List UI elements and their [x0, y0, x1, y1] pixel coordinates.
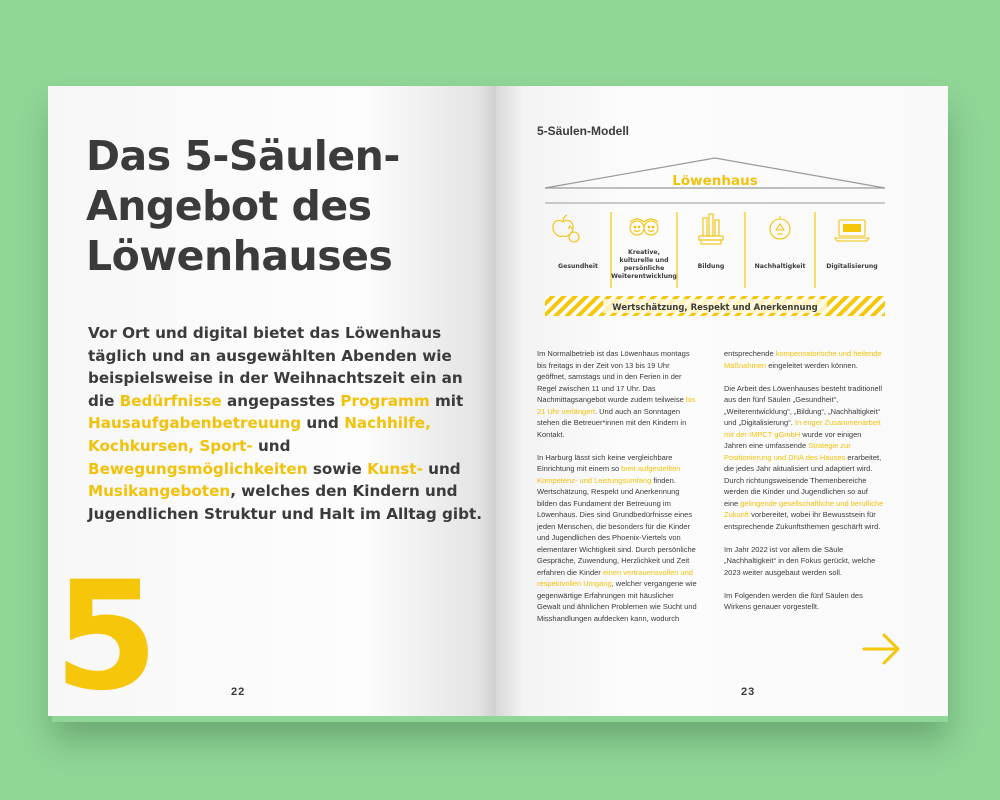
recycle-icon — [770, 216, 790, 239]
body-text: finden. Wertschätzung, Respekt und Anerkennung bilden das Fundament der Betreuung im Löwenhaus. Dies sind Grundbedürfnisse eines jeden Menschen, die besonders für die Kinder und Jugendlichen des Phoenix-Viertels von elementarer Wichtigkeit sind. Durch persönliche Gespräche, Zuwendung, Herzlichkeit und Zeit erfahren die Kinder — [537, 475, 696, 577]
text-column-2 — [724, 348, 884, 624]
paragraph — [724, 383, 884, 533]
title-line: Löwenhauses — [86, 232, 393, 280]
highlight-text: kompensatorische und heilende Maßnahmen — [724, 349, 882, 370]
highlight-text: Strategie zur Positionierung und DNA des Hauses — [724, 441, 851, 462]
body-text: Im Jahr 2022 ist vor allem die Säule „Nachhaltigkeit“ in den Fokus gerückt, welche 2023 weiter ausgebaut werden soll. — [724, 544, 876, 577]
body-text: Vor Ort und digital bietet das Löwenhaus täglich und an ausgewählten Abenden wie beispielsweise in der Weihnachtszeit ein an die — [88, 324, 463, 410]
highlight-text: Bedürfnisse — [119, 391, 222, 410]
left-page — [48, 86, 496, 716]
paragraph — [724, 544, 884, 579]
right-page — [496, 86, 948, 716]
body-text: , welcher vergangene wie gegenwärtige Erfahrungen mit häuslicher Gewalt und ähnlichen Problemen wie Sucht und Misshandlungen aufdecken kann, wodurch — [537, 579, 697, 623]
body-text: , welches den Kindern und Jugendlichen Struktur und Halt im Alltag gibt. — [88, 482, 483, 523]
pillar-label-weiterentwicklung: Kreative, — [628, 249, 660, 256]
body-text: mit — [429, 391, 464, 410]
highlight-text: Hausaufgabenbetreuung — [88, 414, 302, 433]
body-text: Im Normalbetrieb ist das Löwenhaus montags bis freitags in der Zeit von 13 bis 19 Uhr geöffnet, samstags und in den Ferien in der Regel zwischen 11 und 17 Uhr. Das Nachmittagsangebot wurde zudem teilweise — [537, 349, 690, 404]
body-text: Im Folgenden werden die fünf Säulen des Wirkens genauer vorgestellt. — [724, 590, 863, 611]
pillar-label-nachhaltigkeit: Nachhaltigkeit — [754, 263, 806, 270]
roof-label: Löwenhaus — [672, 173, 758, 189]
highlight-text: Programm — [340, 391, 430, 410]
body-text: vorbereitet, wobei ihr Bewusstsein für entsprechende Zukunftsthemen geschärft wird. — [724, 510, 881, 531]
faces-icon — [630, 219, 658, 235]
body-text: und — [301, 414, 345, 433]
pillar-diagram — [543, 156, 887, 326]
title-line: Das 5-Säulen- — [86, 132, 400, 180]
body-text: eingeleitet werden können. — [766, 360, 858, 370]
intro-paragraph — [88, 322, 488, 525]
title-line: Angebot des — [86, 182, 372, 230]
highlight-text: Bewegungsmöglichkeiten — [88, 459, 308, 478]
page-number-right: 23 — [741, 686, 756, 698]
body-text: entsprechende — [724, 349, 776, 358]
body-text: sowie — [307, 459, 368, 478]
paragraph — [537, 452, 697, 625]
body-text: wurde vor einigen Jahren eine umfassende — [724, 429, 862, 450]
body-text: erarbeitet, die jedes Jahr aktualisiert und adaptiert wird. Durch richtungsweisende Themenbereiche werden die Kinder und Jugendlichen so auf eine — [724, 452, 882, 508]
arrow-right-icon[interactable] — [862, 630, 902, 668]
pillar-label-weiterentwicklung: kulturelle und — [619, 257, 669, 264]
pillar-label-gesundheit: Gesundheit — [558, 263, 598, 270]
highlight-text: bis 21 Uhr verlängert — [537, 395, 696, 416]
pillar-label-digitalisierung: Digitalisierung — [826, 263, 878, 270]
body-text: . Und auch an Sonntagen stehen die Betreuer*innen mit den Kindern in Kontakt. — [537, 406, 687, 439]
section-label: 5-Säulen-Modell — [537, 124, 630, 138]
pillar-label-bildung: Bildung — [697, 263, 725, 270]
page-number-left: 22 — [231, 686, 246, 698]
highlight-text: einen vertrauensvollen und respektvollen Umgang — [537, 567, 693, 588]
laptop-icon — [835, 220, 869, 241]
body-text: angepasstes — [221, 391, 341, 410]
page-title — [86, 131, 486, 281]
paragraph — [724, 348, 884, 371]
body-text: und — [252, 436, 291, 455]
body-text: In Harburg lässt sich keine vergleichbare Einrichtung mit einem so — [537, 452, 673, 473]
highlight-text: Kunst- — [367, 459, 423, 478]
apple-icon — [553, 215, 579, 242]
highlight-text: In enger Zusammenarbeit mit der IMPCT gGmbH — [724, 418, 881, 439]
highlight-text: gelingende gesellschaftliche und berufliche Zukunft — [724, 498, 884, 519]
paragraph — [537, 348, 697, 440]
text-column-1 — [537, 348, 697, 636]
foundation-label: Wertschätzung, Respekt und Anerkennung — [612, 303, 818, 313]
paragraph — [724, 590, 884, 613]
pillar-label-weiterentwicklung: Weiterentwicklung — [611, 273, 677, 280]
body-text: und — [422, 459, 461, 478]
highlight-text: Musikangeboten — [88, 482, 231, 501]
pillar-label-weiterentwicklung: persönliche — [623, 265, 665, 272]
highlight-text: breit aufgestellten Kompetenz- und Leistungsumfang — [537, 464, 681, 485]
pencils-books-icon — [699, 214, 723, 244]
body-text: Die Arbeit des Löwenhauses besteht traditionell aus den fünf Säulen „Gesundheit“, „Weiterentwicklung“, „Bildung“, „Nachhaltigkeit“ und „Digitalisierung“. — [724, 383, 883, 427]
highlight-text: Nachhilfe, Kochkursen, Sport- — [88, 414, 431, 455]
big-number: 5 — [54, 550, 159, 716]
